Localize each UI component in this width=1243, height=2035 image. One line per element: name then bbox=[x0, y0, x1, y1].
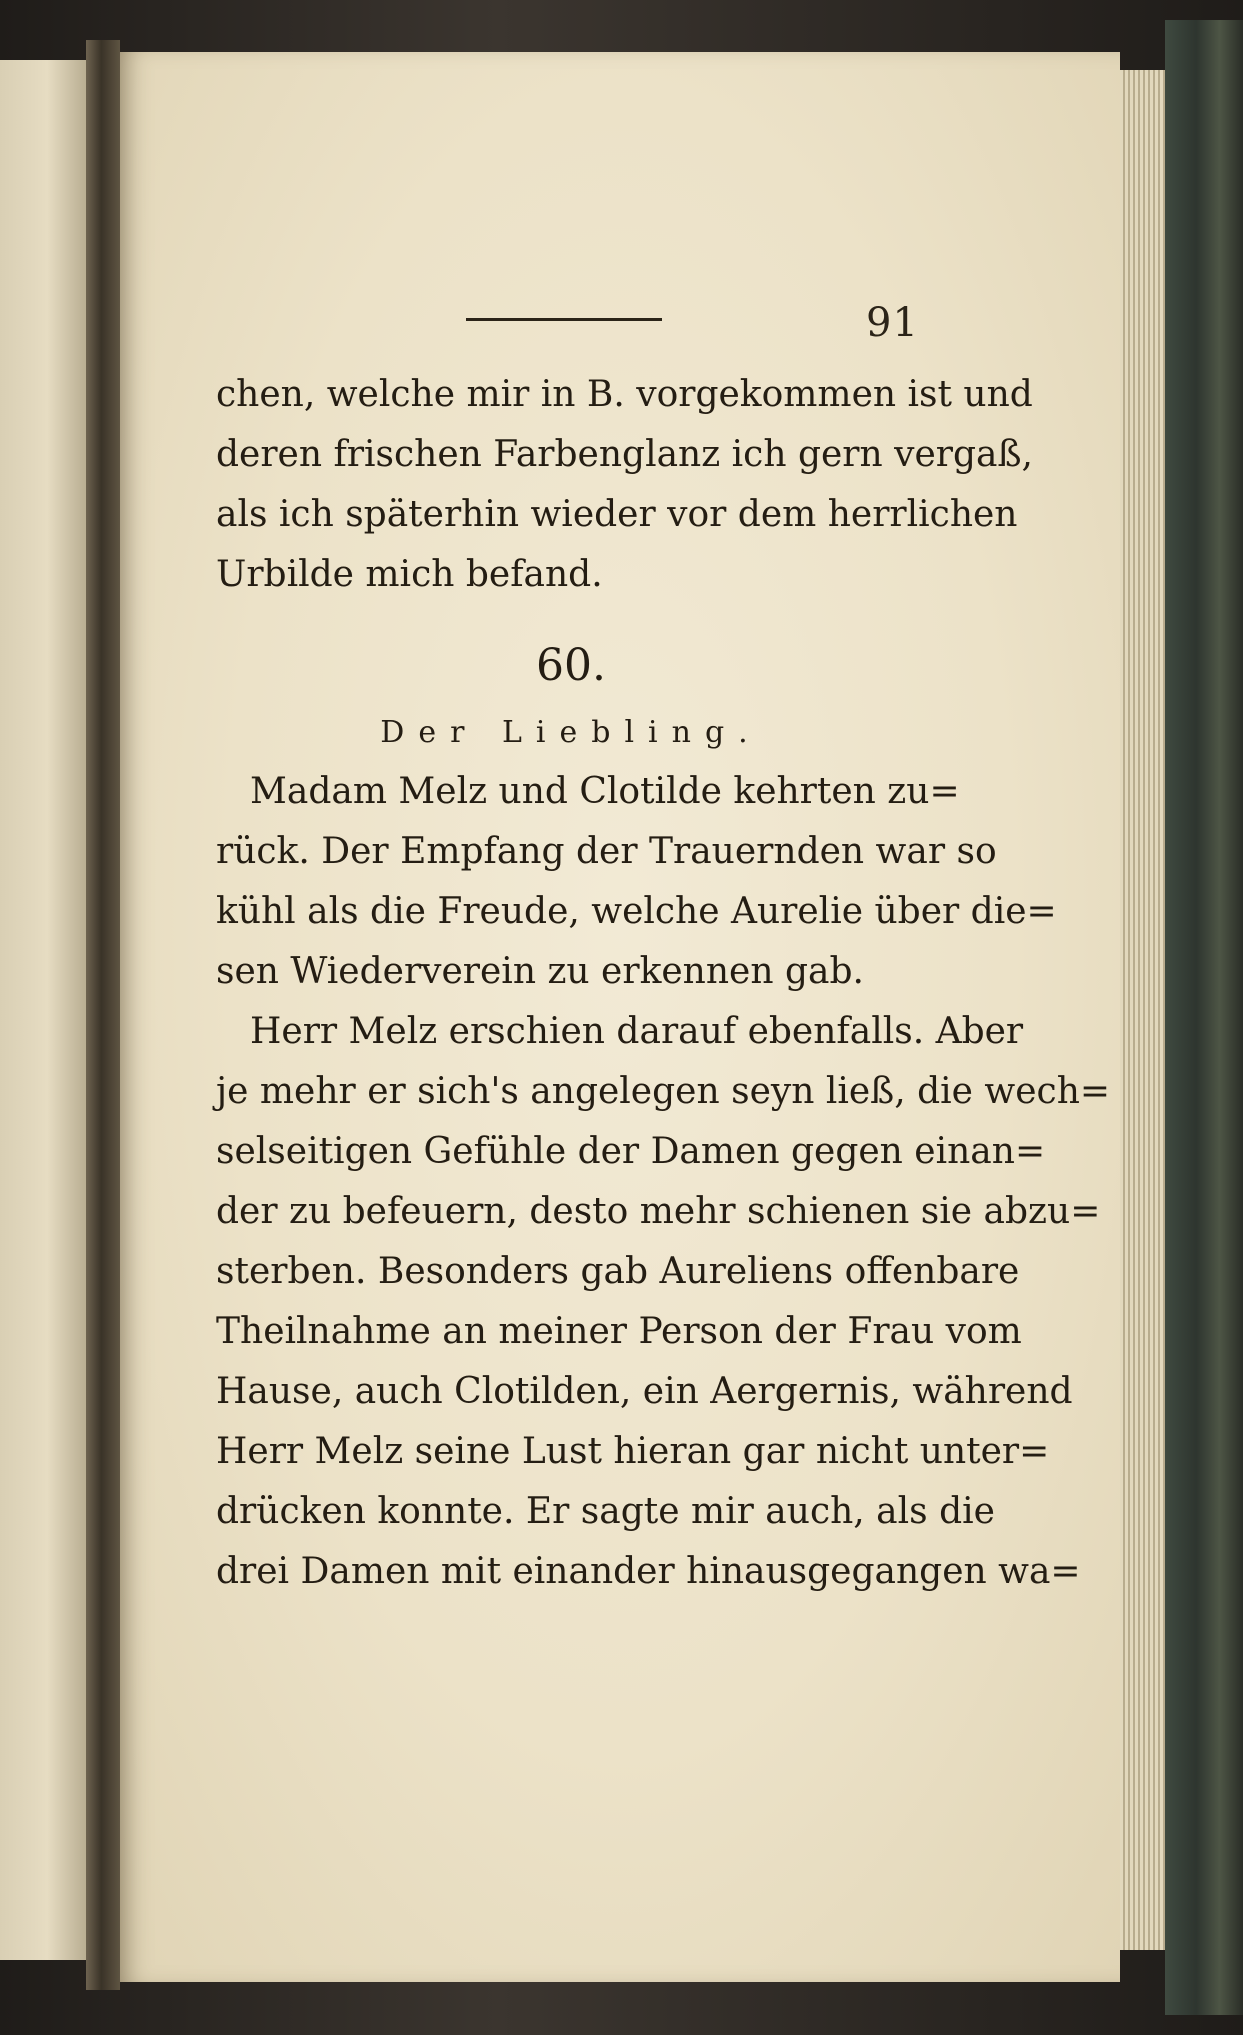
text-line: sterben. Besonders gab Aureliens offenbare bbox=[216, 1251, 1020, 1292]
text-line: Hause, auch Clotilden, ein Aergernis, während bbox=[216, 1371, 1073, 1412]
text-line: rück. Der Empfang der Trauernden war so bbox=[216, 831, 997, 872]
text-line: als ich späterhin wieder vor dem herrlichen bbox=[216, 494, 1018, 535]
text-line: je mehr er sich's angelegen seyn ließ, die wech= bbox=[216, 1071, 1111, 1112]
chapter-title: Der Liebling. bbox=[380, 715, 762, 750]
text-line: Herr Melz seine Lust hieran gar nicht unter= bbox=[216, 1431, 1050, 1472]
text-line: chen, welche mir in B. vorgekommen ist und bbox=[216, 374, 1033, 415]
text-line: Madam Melz und Clotilde kehrten zu= bbox=[250, 771, 960, 812]
text-line: deren frischen Farbenglanz ich gern vergaß, bbox=[216, 434, 1033, 475]
header-rule bbox=[466, 318, 662, 321]
text-line: der zu befeuern, desto mehr schienen sie abzu= bbox=[216, 1191, 1101, 1232]
text-line: Herr Melz erschien darauf ebenfalls. Aber bbox=[250, 1011, 1024, 1052]
facing-page-edge bbox=[0, 60, 86, 1960]
chapter-body bbox=[216, 762, 1111, 1602]
text-line: drei Damen mit einander hinausgegangen wa= bbox=[216, 1551, 1081, 1592]
book-cover bbox=[1165, 20, 1243, 2015]
continued-paragraph bbox=[216, 365, 1033, 605]
text-line: Theilnahme an meiner Person der Frau vom bbox=[216, 1311, 1022, 1352]
text-line: drücken konnte. Er sagte mir auch, als die bbox=[216, 1491, 995, 1532]
page-number: 91 bbox=[866, 300, 919, 346]
book-gutter bbox=[86, 40, 120, 1990]
text-line: Urbilde mich befand. bbox=[216, 554, 603, 595]
text-line: kühl als die Freude, welche Aurelie über die= bbox=[216, 891, 1057, 932]
text-line: selseitigen Gefühle der Damen gegen einan= bbox=[216, 1131, 1046, 1172]
page-edges bbox=[1120, 70, 1165, 1950]
chapter-number: 60. bbox=[536, 640, 606, 691]
text-line: sen Wiederverein zu erkennen gab. bbox=[216, 951, 864, 992]
